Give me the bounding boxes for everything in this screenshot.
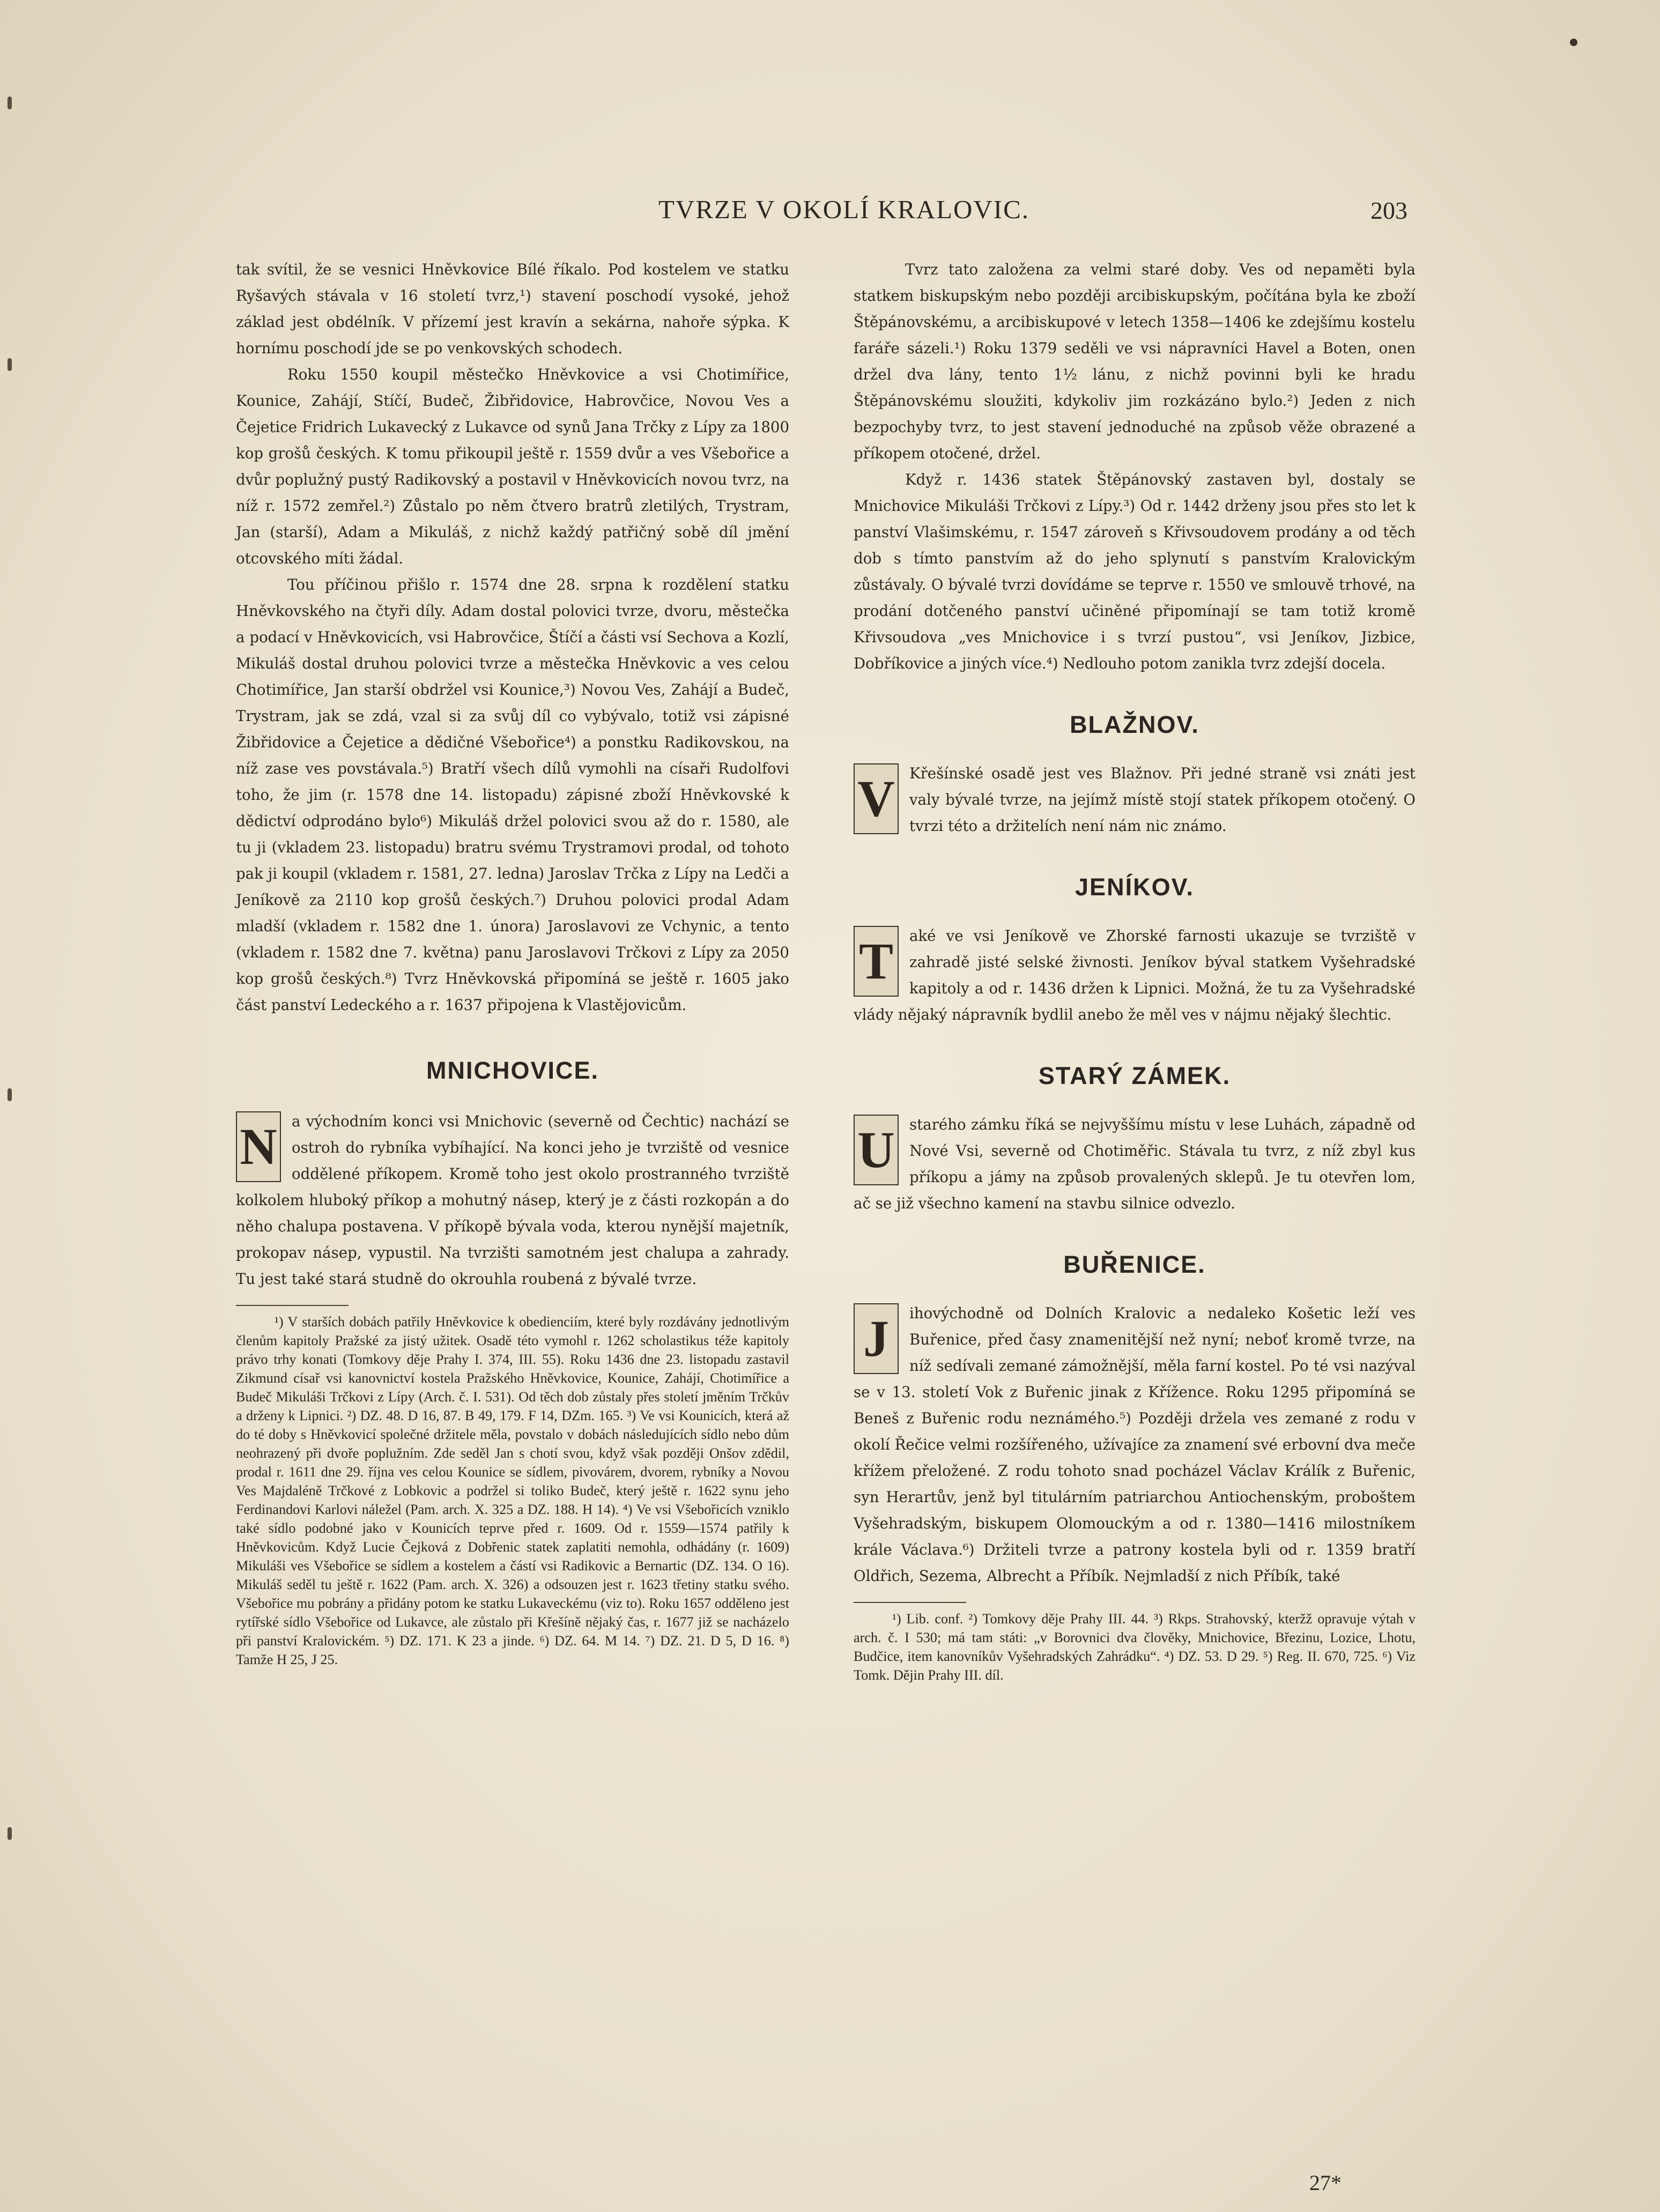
- decorated-initial: V: [854, 763, 899, 834]
- signature-mark: 27*: [1309, 2171, 1342, 2195]
- left-column: [236, 256, 789, 1669]
- paragraph: Roku 1550 koupil městečko Hněvkovice a vsi Chotimířice, Kounice, Zahájí, Stíčí, Budeč, Žibřidovice, Habrovčice, Novou Ves a Čejetice Fridrich Lukavecký z Lukavce od synů Jana Trčky z Lípy za 1800 kop grošů českých. K tomu přikoupil ještě r. 1559 dvůr a ves Všebořice a dvůr poplužný pustý Radikovský a postavil v Hněvkovicích novou tvrz, na níž r. 1572 zemřel.²) Zůstalo po něm čtvero bratrů zletilých, Trystram, Jan (starší), Adam a Mikuláš, z nichž každý patřičný sobě díl jmění otcovského míti žádal.: [236, 366, 789, 567]
- edge-mark: [8, 1827, 12, 1840]
- section-text-blaznov: Křešínské osadě jest ves Blažnov. Při jedné straně vsi znáti jest valy bývalé tvrze, na jejímž místě stojí statek příkopem otočený. O tvrzi této a držitelích není nám nic známo.: [909, 764, 1416, 835]
- page-header: [0, 194, 1660, 232]
- section-title-blaznov: BLAŽNOV.: [1070, 711, 1199, 738]
- edge-mark: [8, 1088, 12, 1101]
- ink-dot: [1570, 39, 1577, 46]
- right-column: [854, 256, 1416, 1684]
- edge-mark: [8, 358, 12, 371]
- decorated-initial: U: [854, 1115, 899, 1185]
- running-title: TVRZE V OKOLÍ KRALOVIC.: [658, 195, 1030, 224]
- edge-mark: [8, 97, 12, 109]
- paragraph: Když r. 1436 statek Štěpánovský zastaven byl, dostaly se Mnichovice Mikuláši Trčkovi z Lípy.³) Od r. 1442 drženy jsou přes sto let k panství Vlašimskému, r. 1547 zároveň s Křivsoudovem prodány a od těch dob s tímto panstvím až do jeho splynutí s panstvím Kralovickým zůstávaly. O bývalé tvrzi dovídáme se teprve r. 1550 ve smlouvě trhové, na prodání dotčeného panství učiněné připomínají se tam totiž kromě Křivsoudova „ves Mnichovice i s tvrzí pustou“, vsi Jeníkov, Jizbice, Dobříkovice a jiných více.⁴) Nedlouho potom zanikla tvrz zdejší docela.: [854, 471, 1416, 672]
- paragraph: tak svítil, že se vesnici Hněvkovice Bílé říkalo. Pod kostelem ve statku Ryšavých stávala v 16 století tvrz,¹) stavení poschodí vysoké, jehož základ jest obdélník. V přízemí jest kravín a sekárna, nahoře sýpka. K hornímu poschodí jde se po venkovských schodech.: [236, 261, 789, 357]
- footnotes: ¹) V starších dobách patřily Hněvkovice k obedienciím, které byly rozdávány jednotlivým členům kapitoly Pražské za jistý užitek. Osadě této vymohl r. 1262 scholastikus téže kapitoly právo trhy konati (Tomkovy děje Prahy I. 374, III. 55). Roku 1436 dne 23. listopadu zastavil Zikmund císař vsi kanovnictví kostela Pražského Hněvkovice, Kounice, Zahájí, Chotimířice a Budeč Mikuláši Trčkovi z Lípy (Arch. č. I. 531). Od těch dob zůstaly přes století jměním Trčkův a drženy k Lipnici. ²) DZ. 48. D 16, 87. B 49, 179. F 14, DZm. 165. ³) Ve vsi Kounicích, která až do té doby s Hněvkovicí společné držitele měla, povstalo v dobách následujících sídlo nebo dům neohrazený při dvoře poplužním. Zde seděl Jan s chotí svou, když však později Onšov zdědil, prodal r. 1611 dne 29. října ves celou Kounice se sídlem, pivovárem, dvorem, rybníky a Novou Ves Majdaléně Trčkové z Lobkovic a podržel si toliko Budeč, který ještě r. 1622 synu jeho Ferdinandovi Karlovi náležel (Pam. arch. X. 325 a DZ. 188. H 14). ⁴) Ve vsi Všebořicích vzniklo také sídlo podobné jako v Kounicích teprve před r. 1609. Od r. 1559—1574 patřily k Hněvkovicům. Když Lucie Čejková z Dobřenic statek zaplatiti nemohla, odhádány (r. 1609) Mikuláši ves Všebořice se sídlem a kostelem a částí vsi Radikovic a Bernartic (DZ. 134. O 16). Mikuláš seděl tu ještě r. 1622 (Pam. arch. X. 326) a odsouzen jest r. 1623 třetiny statku svého. Všebořice mu pobrány a přidány potom ke statku Lukaveckému (viz to). Roku 1657 odděleno jest rytířské sídlo Všebořice od Lukavce, ale zůstalo při Křešíně nějaký čas, r. 1677 již se nacházelo při panství Kralovickém. ⁵) DZ. 171. K 23 a jinde. ⁶) DZ. 64. M 14. ⁷) DZ. 21. D 5, D 16. ⁸) Tamže H 25, J 25.: [236, 1314, 789, 1667]
- page-number: 203: [1370, 197, 1407, 224]
- section-text-stary-zamek: starého zámku říká se nejvyššímu místu v lese Luhách, západně od Nové Vsi, severně od Chotiměřic. Stávala tu tvrz, z níž zbyl kus příkopu a jámy na způsob provalených sklepů. Je tu otevřen lom, ač se již všechno kamení na stavbu silnice odvezlo.: [854, 1116, 1416, 1212]
- decorated-initial: N: [236, 1111, 281, 1182]
- section-text-mnichovice: a východním konci vsi Mnichovic (severně od Čechtic) nachází se ostroh do rybníka vybíhající. Na konci jeho je tvrziště od vesnice oddělené příkopem. Kromě toho jest okolo prostranného tvrziště kolkolem hluboký příkop a mohutný násep, který je z části rozkopán a do něho chalupa postavena. V příkopě bývala voda, kterou nynější majetník, prokopav násep, vypustil. Na tvrzišti samotném jest chalupa a zahrady. Tu jest také stará studně do okrouhla roubená z bývalé tvrze.: [236, 1112, 789, 1288]
- decorated-initial: J: [854, 1303, 899, 1374]
- section-text-jenikov: aké ve vsi Jeníkově ve Zhorské farnosti ukazuje se tvrziště v zahradě jisté selské živnosti. Jeníkov býval statkem Vyšehradské kapitoly a od r. 1436 držen k Lipnici. Možná, že tu za Vyšehradské vlády nějaký nápravník bydlil anebo že měl ves v nájmu nějaký šlechtic.: [854, 927, 1416, 1023]
- paragraph: Tou příčinou přišlo r. 1574 dne 28. srpna k rozdělení statku Hněvkovského na čtyři díly. Adam dostal polovici tvrze, dvoru, městečka a podací v Hněvkovicích, vsi Habrovčice, Štíčí a části vsí Sechova a Kozlí, Mikuláš dostal druhou polovici tvrze a městečka Hněvkovic a ves celou Chotimířice, Jan starší obdržel vsi Kounice,³) Novou Ves, Zahájí a Budeč, Trystram, jak se zdá, vzal si za svůj díl co vybývalo, totiž vsi zápisné Žibřidovice a Čejetice a dědičné Všebořice⁴) a ponstku Radikovskou, na níž zase ves povstávala.⁵) Bratří všech dílů vymohli na císaři Rudolfovi toho, že jim (r. 1578 dne 14. listopadu) zápisné zboží Hněvkovské k dědictví odprodáno bylo⁶) Mikuláš držel polovici svou až do r. 1580, ale tu ji (vkladem 23. listopadu) bratru svému Trystramovi prodal, od tohoto pak ji koupil (vkladem r. 1581, 27. ledna) Jaroslav Trčka z Lípy na Ledči a Jeníkově za 2110 kop grošů českých.⁷) Druhou polovici prodal Adam mladší (vkladem r. 1582 dne 1. února) Jaroslavovi ze Vchynic, a tento (vkladem r. 1582 dne 7. května) panu Jaroslavovi Trčkovi z Lípy za 2050 kop grošů českých.⁸) Tvrz Hněvkovská připomíná se ještě r. 1605 jako část panství Ledeckého a r. 1637 připojena k Vlastějovicům.: [236, 576, 789, 1014]
- section-title-jenikov: JENÍKOV.: [1075, 873, 1194, 901]
- footnotes: ¹) Lib. conf. ²) Tomkovy děje Prahy III. 44. ³) Rkps. Strahovský, kteržž opravuje výtah v arch. č. I 530; má tam státi: „v Borovnici dva člověky, Mnichovice, Březinu, Lozice, Lhotu, Budčice, item kanovníkův Vyšehradských Zahrádku“. ⁴) DZ. 53. D 29. ⁵) Reg. II. 670, 725. ⁶) Viz Tomk. Dějin Prahy III. díl.: [854, 1611, 1416, 1683]
- paragraph: Tvrz tato založena za velmi staré doby. Ves od nepaměti byla statkem biskupským nebo později arcibiskupským, počítána byla ke zboží Štěpánovskému, a arcibiskupové v letech 1358—1406 ke zdejšímu kostelu faráře sázeli.¹) Roku 1379 seděli ve vsi nápravníci Havel a Boten, onen držel dva lány, tento 1½ lánu, z nichž povinni byli ke hradu Štěpánovskému sloužiti, kdykoliv jim rozkázáno bylo.²) Jeden z nich bezpochyby tvrz, to jest stavení jednoduché na způsob věže obrazené a příkopem otočené, držel.: [854, 261, 1416, 462]
- decorated-initial: T: [854, 926, 899, 997]
- section-title-burenice: BUŘENICE.: [1063, 1251, 1206, 1278]
- section-title-stary-zamek: STARÝ ZÁMEK.: [1038, 1062, 1231, 1089]
- section-text-burenice: ihovýchodně od Dolních Kralovic a nedaleko Košetic leží ves Buřenice, před časy znamenitější než nyní; neboť kromě tvrze, na níž sedívali zemané zámožnější, měla farní kostel. Po té vsi nazýval se v 13. století Vok z Buřenic jinak z Křížence. Roku 1295 připomíná se Beneš z Buřenic rodu neznámého.⁵) Později držela ves zemané z rodu v okolí Řečice velmi rozšířeného, užívajíce za znamení své erbovní dva meče křížem přeložené. Z rodu tohoto snad pocházel Václav Králík z Buřenic, syn Herartův, jenž byl titulárním patriarchou Antiochenským, proboštem Vyšehradským, biskupem Olomouckým a od r. 1380—1416 milostníkem krále Václava.⁶) Držiteli tvrze a patrony kostela byli od r. 1359 bratří Oldřich, Sezema, Albrecht a Příbík. Nejmladší z nich Příbík, také: [854, 1304, 1416, 1585]
- section-title-mnichovice: MNICHOVICE.: [426, 1057, 599, 1084]
